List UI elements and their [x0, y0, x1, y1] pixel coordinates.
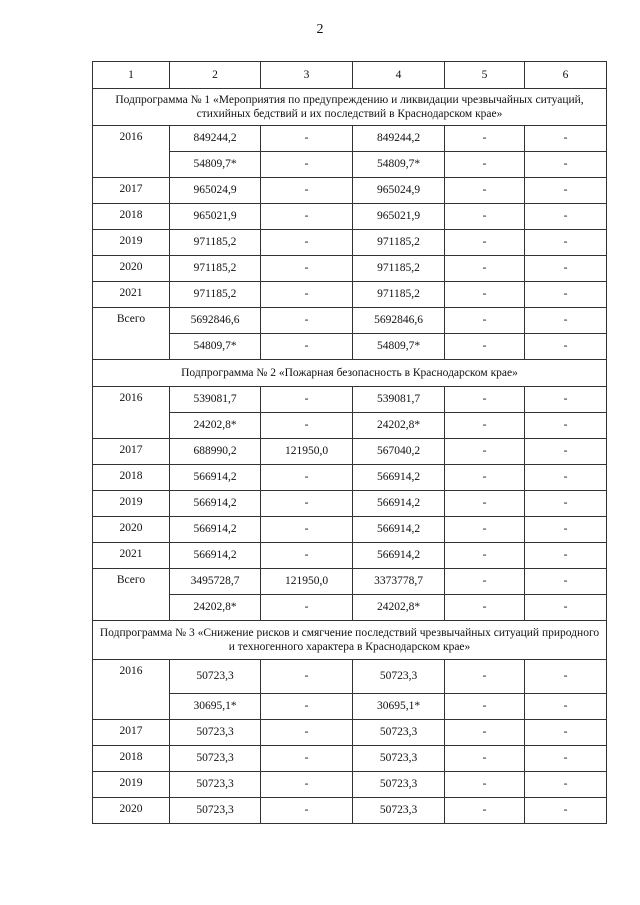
table-row [93, 204, 607, 230]
column-number-cell: 6 [525, 62, 607, 89]
year-cell: Всего [93, 569, 170, 621]
value-cell: - [525, 798, 607, 824]
year-cell: 2016 [93, 126, 170, 178]
value-cell: 50723,3 [353, 660, 445, 694]
table-row [93, 152, 607, 178]
year-cell: 2021 [93, 282, 170, 308]
value-cell: 539081,7 [353, 387, 445, 413]
value-cell: - [445, 204, 525, 230]
table-row [93, 387, 607, 413]
value-cell: - [525, 256, 607, 282]
column-number-cell: 2 [170, 62, 261, 89]
value-cell: - [261, 465, 353, 491]
value-cell: 24202,8* [170, 413, 261, 439]
year-cell: 2021 [93, 543, 170, 569]
table-row [93, 334, 607, 360]
table-row [93, 720, 607, 746]
column-number-cell: 4 [353, 62, 445, 89]
column-number-cell: 1 [93, 62, 170, 89]
year-cell: 2020 [93, 798, 170, 824]
value-cell: - [445, 256, 525, 282]
table-row [93, 772, 607, 798]
table-row [93, 746, 607, 772]
value-cell: 50723,3 [170, 720, 261, 746]
value-cell: - [261, 798, 353, 824]
value-cell: - [261, 660, 353, 694]
value-cell: - [525, 126, 607, 152]
subprogram-title: Подпрограмма № 3 «Снижение рисков и смягчение последствий чрезвычайных ситуаций природного и техногенного характера в Краснодарском крае» [93, 621, 607, 660]
year-cell: Всего [93, 308, 170, 360]
value-cell: 567040,2 [353, 439, 445, 465]
value-cell: 54809,7* [353, 152, 445, 178]
value-cell: 566914,2 [353, 543, 445, 569]
value-cell: - [445, 746, 525, 772]
year-cell: 2017 [93, 720, 170, 746]
value-cell: - [261, 694, 353, 720]
value-cell: 965021,9 [353, 204, 445, 230]
value-cell: 566914,2 [170, 491, 261, 517]
value-cell: - [525, 282, 607, 308]
value-cell: 50723,3 [170, 798, 261, 824]
value-cell: - [445, 152, 525, 178]
value-cell: - [525, 746, 607, 772]
value-cell: 54809,7* [170, 334, 261, 360]
value-cell: - [261, 491, 353, 517]
value-cell: - [261, 413, 353, 439]
value-cell: - [445, 569, 525, 595]
value-cell: 971185,2 [353, 256, 445, 282]
year-cell: 2018 [93, 465, 170, 491]
page-number: 2 [316, 22, 324, 37]
value-cell: - [261, 517, 353, 543]
table-row [93, 660, 607, 694]
value-cell: - [525, 152, 607, 178]
table-row [93, 126, 607, 152]
value-cell: 121950,0 [261, 439, 353, 465]
value-cell: 30695,1* [353, 694, 445, 720]
value-cell: - [445, 517, 525, 543]
year-cell: 2020 [93, 256, 170, 282]
value-cell: 121950,0 [261, 569, 353, 595]
value-cell: - [445, 439, 525, 465]
value-cell: 50723,3 [170, 660, 261, 694]
table-body [93, 62, 607, 824]
year-cell: 2017 [93, 439, 170, 465]
subprogram-title-row [93, 89, 607, 126]
table-row [93, 256, 607, 282]
subprogram-title: Подпрограмма № 2 «Пожарная безопасность в Краснодарском крае» [93, 360, 607, 387]
value-cell: - [261, 282, 353, 308]
value-cell: 50723,3 [353, 720, 445, 746]
table-row [93, 595, 607, 621]
value-cell: - [261, 308, 353, 334]
subprogram-title: Подпрограмма № 1 «Мероприятия по предупреждению и ликвидации чрезвычайных ситуаций, стихийных бедствий и их последствий в Краснодарском крае» [93, 89, 607, 126]
value-cell: - [445, 387, 525, 413]
value-cell: 50723,3 [170, 746, 261, 772]
year-cell: 2017 [93, 178, 170, 204]
year-cell: 2018 [93, 746, 170, 772]
value-cell: - [445, 308, 525, 334]
value-cell: - [525, 334, 607, 360]
value-cell: 30695,1* [170, 694, 261, 720]
value-cell: 849244,2 [353, 126, 445, 152]
value-cell: - [525, 465, 607, 491]
value-cell: 971185,2 [170, 230, 261, 256]
table-row [93, 798, 607, 824]
table-row [93, 230, 607, 256]
value-cell: 24202,8* [353, 595, 445, 621]
value-cell: 688990,2 [170, 439, 261, 465]
value-cell: - [525, 491, 607, 517]
value-cell: 24202,8* [353, 413, 445, 439]
value-cell: 965024,9 [353, 178, 445, 204]
table-row [93, 465, 607, 491]
value-cell: - [445, 660, 525, 694]
value-cell: - [261, 387, 353, 413]
year-cell: 2016 [93, 660, 170, 720]
value-cell: - [261, 772, 353, 798]
value-cell: 971185,2 [170, 282, 261, 308]
column-number-cell: 5 [445, 62, 525, 89]
table-row [93, 178, 607, 204]
value-cell: - [261, 720, 353, 746]
year-cell: 2019 [93, 491, 170, 517]
table-row [93, 439, 607, 465]
value-cell: 5692846,6 [353, 308, 445, 334]
subprogram-title-row [93, 360, 607, 387]
value-cell: - [261, 256, 353, 282]
value-cell: 50723,3 [170, 772, 261, 798]
value-cell: - [525, 204, 607, 230]
value-cell: - [445, 230, 525, 256]
value-cell: 3373778,7 [353, 569, 445, 595]
value-cell: - [525, 543, 607, 569]
value-cell: - [261, 543, 353, 569]
value-cell: - [525, 569, 607, 595]
value-cell: 566914,2 [353, 465, 445, 491]
value-cell: - [445, 772, 525, 798]
value-cell: 5692846,6 [170, 308, 261, 334]
value-cell: - [445, 334, 525, 360]
value-cell: 50723,3 [353, 772, 445, 798]
value-cell: 50723,3 [353, 746, 445, 772]
value-cell: - [445, 720, 525, 746]
value-cell: - [525, 413, 607, 439]
table-row [93, 491, 607, 517]
value-cell: - [525, 230, 607, 256]
value-cell: - [525, 720, 607, 746]
value-cell: 566914,2 [170, 517, 261, 543]
value-cell: 3495728,7 [170, 569, 261, 595]
value-cell: 566914,2 [170, 465, 261, 491]
year-cell: 2019 [93, 230, 170, 256]
value-cell: - [261, 152, 353, 178]
value-cell: - [445, 178, 525, 204]
value-cell: 965024,9 [170, 178, 261, 204]
value-cell: 50723,3 [353, 798, 445, 824]
table-row [93, 569, 607, 595]
value-cell: - [445, 491, 525, 517]
table-row [93, 282, 607, 308]
value-cell: 54809,7* [353, 334, 445, 360]
value-cell: - [261, 204, 353, 230]
column-number-row [93, 62, 607, 89]
value-cell: - [445, 126, 525, 152]
table-row [93, 694, 607, 720]
value-cell: - [445, 595, 525, 621]
year-cell: 2020 [93, 517, 170, 543]
value-cell: - [525, 694, 607, 720]
value-cell: 971185,2 [353, 282, 445, 308]
year-cell: 2018 [93, 204, 170, 230]
value-cell: - [525, 517, 607, 543]
value-cell: 849244,2 [170, 126, 261, 152]
value-cell: 965021,9 [170, 204, 261, 230]
value-cell: - [525, 772, 607, 798]
value-cell: - [525, 387, 607, 413]
value-cell: - [445, 282, 525, 308]
value-cell: - [261, 126, 353, 152]
value-cell: - [525, 439, 607, 465]
table-row [93, 543, 607, 569]
value-cell: 54809,7* [170, 152, 261, 178]
value-cell: - [525, 595, 607, 621]
value-cell: - [261, 595, 353, 621]
value-cell: 539081,7 [170, 387, 261, 413]
table-row [93, 517, 607, 543]
value-cell: 24202,8* [170, 595, 261, 621]
value-cell: - [525, 308, 607, 334]
budget-table [92, 61, 607, 824]
value-cell: - [261, 230, 353, 256]
subprogram-title-row [93, 621, 607, 660]
value-cell: - [261, 334, 353, 360]
value-cell: 971185,2 [353, 230, 445, 256]
year-cell: 2019 [93, 772, 170, 798]
table-row [93, 413, 607, 439]
value-cell: 566914,2 [170, 543, 261, 569]
column-number-cell: 3 [261, 62, 353, 89]
value-cell: - [445, 413, 525, 439]
value-cell: - [261, 746, 353, 772]
value-cell: - [261, 178, 353, 204]
value-cell: - [525, 660, 607, 694]
value-cell: - [445, 798, 525, 824]
value-cell: - [525, 178, 607, 204]
value-cell: - [445, 543, 525, 569]
value-cell: 566914,2 [353, 517, 445, 543]
year-cell: 2016 [93, 387, 170, 439]
value-cell: - [445, 694, 525, 720]
value-cell: 971185,2 [170, 256, 261, 282]
value-cell: - [445, 465, 525, 491]
table-row [93, 308, 607, 334]
value-cell: 566914,2 [353, 491, 445, 517]
